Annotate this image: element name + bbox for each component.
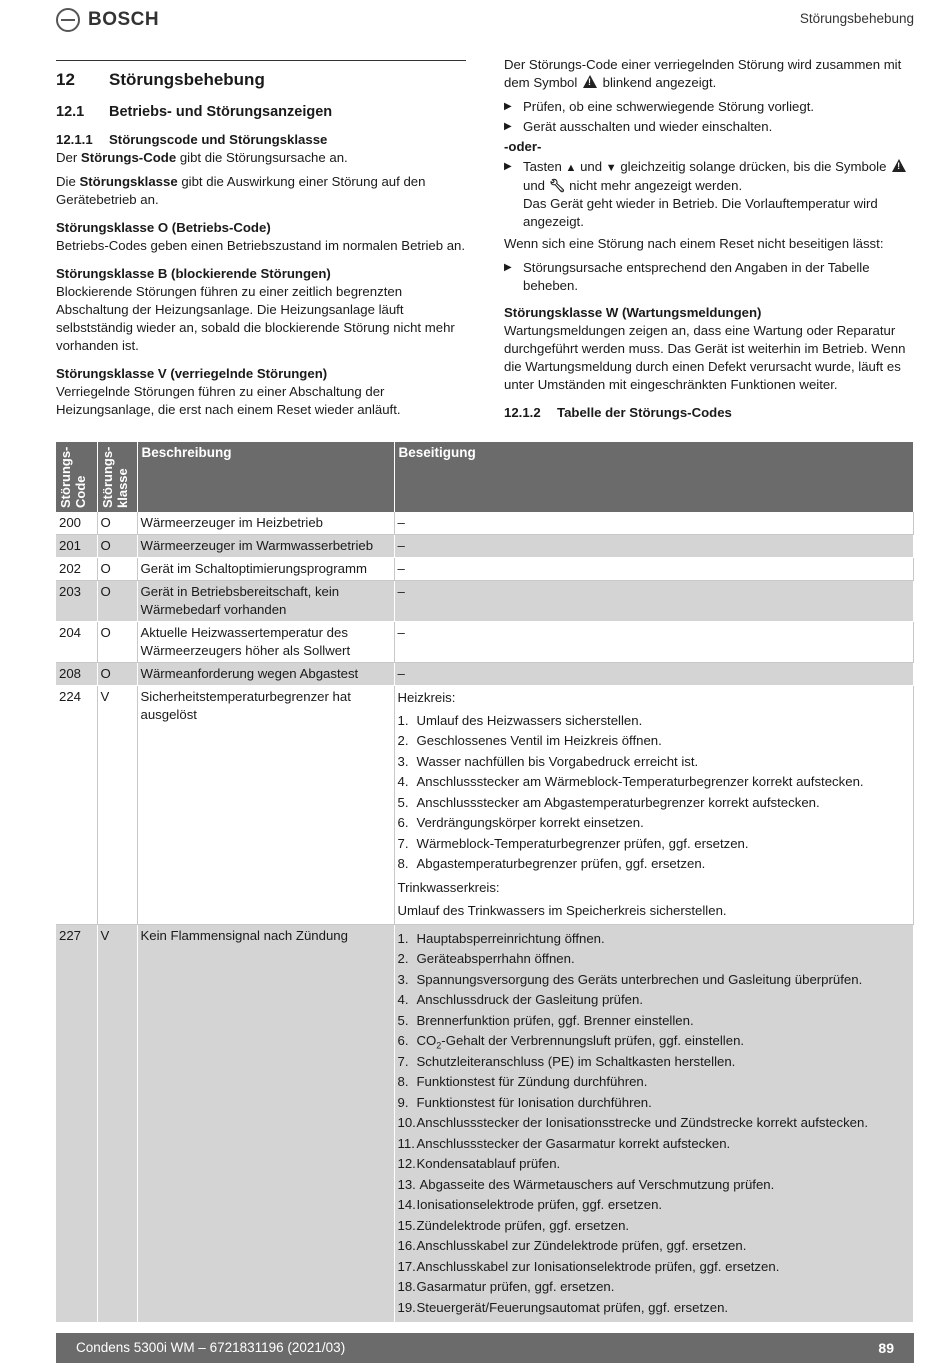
- header-description: Beschreibung: [137, 442, 394, 512]
- remedy-227: [394, 924, 914, 1323]
- list-item: 16. Anschlusskabel zur Zündelektrode prüfen, ggf. ersetzen.: [397, 1238, 747, 1253]
- oder-label: -oder-: [504, 139, 542, 154]
- table-row: [56, 581, 914, 622]
- table-row: [56, 924, 914, 1323]
- table-cell: 224: [56, 686, 97, 925]
- class-v-text: Verriegelnde Störungen führen zu einer Abschaltung der Heizungsanlage, die erst nach einem Reset wieder anläuft.: [56, 384, 401, 417]
- table-cell: Sicherheitstemperaturbegrenzer hat ausgelöst: [137, 686, 394, 925]
- table-cell: V: [97, 924, 137, 1323]
- table-row: [56, 558, 914, 581]
- header-remedy: Beseitigung: [394, 442, 914, 512]
- paragraph: Wenn sich eine Störung nach einem Reset nicht beseitigen lässt:: [504, 236, 884, 251]
- class-o-title: Störungsklasse O (Betriebs-Code): [56, 220, 271, 235]
- list-item: 5. Anschlussstecker am Abgastemperaturbegrenzer korrekt aufstecken.: [397, 794, 820, 810]
- left-column: [56, 60, 466, 425]
- footer-product: Condens 5300i WM – 6721831196 (2021/03): [76, 1340, 346, 1355]
- list-item: 5. Brennerfunktion prüfen, ggf. Brenner einstellen.: [397, 1012, 694, 1028]
- table-cell: –: [394, 512, 914, 535]
- table-cell: Aktuelle Heizwassertemperatur des Wärmeerzeugers höher als Sollwert: [137, 622, 394, 663]
- list-item: 18. Gasarmatur prüfen, ggf. ersetzen.: [397, 1279, 615, 1294]
- table-cell: O: [97, 581, 137, 622]
- paragraph: Der Störungs-Code einer verriegelnden Störung wird zusammen mit dem Symbol ! blinkend angezeigt.: [504, 56, 916, 92]
- table-row: [56, 535, 914, 558]
- bullet-triangle-icon: ▶: [504, 262, 512, 273]
- warning-icon: [892, 159, 906, 172]
- wrench-icon: 🔧︎: [548, 178, 566, 193]
- header-class: Störungs- klasse: [97, 442, 137, 512]
- list-item: 3. Wasser nachfüllen bis Vorgabedruck erreicht ist.: [397, 753, 699, 769]
- table-cell: Wärmeerzeuger im Warmwasserbetrieb: [137, 535, 394, 558]
- list-item: 13. Abgasseite des Wärmetauschers auf Verschmutzung prüfen.: [397, 1176, 775, 1192]
- list-item: 10. Anschlussstecker der Ionisationsstrecke und Zündstrecke korrekt aufstecken.: [397, 1115, 869, 1130]
- list-item: 6. Verdrängungskörper korrekt einsetzen.: [397, 815, 644, 830]
- list-item: 4. Anschlussdruck der Gasleitung prüfen.: [397, 992, 644, 1007]
- subsection-heading: 12.1.1 Störungscode und Störungsklasse: [56, 132, 328, 147]
- paragraph: Die Störungsklasse gibt die Auswirkung einer Störung auf den Gerätebetrieb an.: [56, 174, 426, 207]
- section-title: Störungsbehebung: [799, 11, 914, 26]
- list-item: ▶ Tasten ▲ und ▼ gleichzeitig solange drücken, bis die Symbole ! und 🔧︎ nicht mehr angezeigt werden. Das Gerät geht wieder in Betrieb. Die Vorlauftemperatur wird angezeigt.: [504, 158, 916, 231]
- table-cell: O: [97, 535, 137, 558]
- table-cell: –: [394, 535, 914, 558]
- class-v-title: Störungsklasse V (verriegelnde Störungen): [56, 366, 328, 381]
- divider: [56, 60, 466, 61]
- list-item: 9. Funktionstest für Ionisation durchführen.: [397, 1094, 652, 1110]
- table-cell: O: [97, 663, 137, 686]
- table-cell: O: [97, 558, 137, 581]
- list-item: 6. $CO_2$-Gehalt der Verbrennungsluft prüfen, ggf. einstellen.: [397, 1033, 745, 1051]
- header-code: Störungs- Code: [56, 442, 97, 512]
- list-item: 7. Wärmeblock-Temperaturbegrenzer prüfen, ggf. ersetzen.: [397, 835, 749, 851]
- subsection-heading: 12.1.2 Tabelle der Störungs-Codes: [504, 405, 732, 420]
- table-header-row: [56, 442, 914, 512]
- list-item: 2. Geschlossenes Ventil im Heizkreis öffnen.: [397, 733, 662, 748]
- table-cell: –: [394, 622, 914, 663]
- table-cell: Gerät in Betriebsbereitschaft, kein Wärmebedarf vorhanden: [137, 581, 394, 622]
- table-cell: 208: [56, 663, 97, 686]
- remedy-steps-227: [398, 929, 911, 1319]
- list-item: 1. Umlauf des Heizwassers sicherstellen.: [397, 712, 643, 728]
- remedy-224: Heizkreis: 1. Umlauf des Heizwassers sicherstellen. 2. Geschlossenes Ventil im Heizkreis öffnen. 3. Wasser nachfüllen bis Vorgabedruck erreicht ist. 4. Anschlussstecker am Wärmeblock-Temperaturbegrenzer korrekt aufstecken. 5. Anschlussstecker am Abgastemperaturbegrenzer korrekt aufstecken. 6. Verdrängungskörper korrekt einsetzen. 7. Wärmeblock-Temperaturbegrenzer prüfen, ggf. ersetzen. 8. Abgastemperaturbegrenzer prüfen, ggf. ersetzen. Trinkwasserkreis: Umlauf des Trinkwassers im Speicherkreis sicherstellen.: [394, 686, 914, 925]
- list-item: ▶ Störungsursache entsprechend den Angaben in der Tabelle beheben.: [504, 260, 870, 293]
- list-item: 7. Schutzleiteranschluss (PE) im Schaltkasten herstellen.: [397, 1053, 736, 1069]
- table-row: [56, 622, 914, 663]
- table-cell: Gerät im Schaltoptimierungsprogramm: [137, 558, 394, 581]
- table-row: [56, 686, 914, 925]
- table-cell: –: [394, 663, 914, 686]
- table-cell: –: [394, 558, 914, 581]
- table-row: [56, 663, 914, 686]
- class-b-title: Störungsklasse B (blockierende Störungen): [56, 266, 331, 281]
- table-cell: 202: [56, 558, 97, 581]
- brand-name: BOSCH: [88, 9, 160, 30]
- table-cell: 227: [56, 924, 97, 1323]
- right-column: [504, 56, 916, 422]
- table-cell: Kein Flammensignal nach Zündung: [137, 924, 394, 1323]
- paragraph: Der Störungs-Code gibt die Störungsursache an.: [56, 150, 348, 165]
- table-cell: –: [394, 581, 914, 622]
- bosch-armature-icon: [56, 8, 80, 32]
- list-item: 8. Abgastemperaturbegrenzer prüfen, ggf. ersetzen.: [397, 856, 706, 871]
- class-b-text: Blockierende Störungen führen zu einer zeitlich begrenzten Abschaltung der Heizungsanlage. Die Heizungsanlage läuft selbstständig wieder an, sobald die blockierende Störung nicht mehr vorhanden ist.: [56, 284, 455, 353]
- footer-bar: [56, 1333, 914, 1363]
- table-cell: 203: [56, 581, 97, 622]
- warning-icon: [583, 75, 597, 88]
- list-item: 11. Anschlussstecker der Gasarmatur korrekt aufstecken.: [397, 1135, 731, 1151]
- class-o-text: Betriebs-Codes geben einen Betriebszustand im normalen Betrieb an.: [56, 238, 466, 253]
- list-item: ▶ Prüfen, ob eine schwerwiegende Störung vorliegt.: [504, 99, 815, 114]
- list-item: 2. Geräteabsperrhahn öffnen.: [397, 951, 575, 966]
- list-item: 17. Anschlusskabel zur Ionisationselektrode prüfen, ggf. ersetzen.: [397, 1258, 780, 1274]
- arrow-up-icon: ▲: [565, 162, 577, 174]
- list-item: 4. Anschlussstecker am Wärmeblock-Temperaturbegrenzer korrekt aufstecken.: [397, 774, 864, 789]
- table-cell: V: [97, 686, 137, 925]
- page-number: 89: [878, 1340, 894, 1356]
- class-w-title: Störungsklasse W (Wartungsmeldungen): [504, 305, 762, 320]
- list-item: 1. Hauptabsperreinrichtung öffnen.: [397, 930, 605, 946]
- bullet-triangle-icon: ▶: [504, 161, 512, 172]
- table-row: [56, 512, 914, 535]
- section-heading: 12.1 Betriebs- und Störungsanzeigen: [56, 104, 333, 120]
- chapter-heading: 12 Störungsbehebung: [56, 70, 265, 89]
- table-cell: 201: [56, 535, 97, 558]
- bullet-triangle-icon: ▶: [504, 101, 512, 112]
- list-item: 12. Kondensatablauf prüfen.: [397, 1156, 561, 1171]
- table-cell: O: [97, 622, 137, 663]
- list-item: 8. Funktionstest für Zündung durchführen.: [397, 1074, 648, 1089]
- table-cell: Wärmeerzeuger im Heizbetrieb: [137, 512, 394, 535]
- list-item: 14. Ionisationselektrode prüfen, ggf. ersetzen.: [397, 1197, 663, 1212]
- list-item: ▶ Gerät ausschalten und wieder einschalten.: [504, 119, 773, 134]
- table-cell: 200: [56, 512, 97, 535]
- list-item: 19. Steuergerät/Feuerungsautomat prüfen, ggf. ersetzen.: [397, 1299, 729, 1315]
- bullet-triangle-icon: ▶: [504, 121, 512, 132]
- list-item: 3. Spannungsversorgung des Geräts unterbrechen und Gasleitung überprüfen.: [397, 971, 863, 987]
- remedy-steps-224: [398, 711, 911, 875]
- class-w-text: Wartungsmeldungen zeigen an, dass eine Wartung oder Reparatur durchgeführt werden muss. Das Gerät ist weiterhin im Betrieb. Wenn die Wartungsmeldung durch einen Defekt verursacht wurde, läuft es unter Umständen mit eingeschränkten Funktionen weiter.: [504, 323, 906, 392]
- table-cell: Wärmeanforderung wegen Abgastest: [137, 663, 394, 686]
- table-cell: 204: [56, 622, 97, 663]
- table-cell: O: [97, 512, 137, 535]
- fault-code-table: [56, 442, 914, 1323]
- list-item: 15. Zündelektrode prüfen, ggf. ersetzen.: [397, 1217, 630, 1233]
- arrow-down-icon: ▼: [605, 162, 617, 174]
- brand-logo: [56, 8, 159, 32]
